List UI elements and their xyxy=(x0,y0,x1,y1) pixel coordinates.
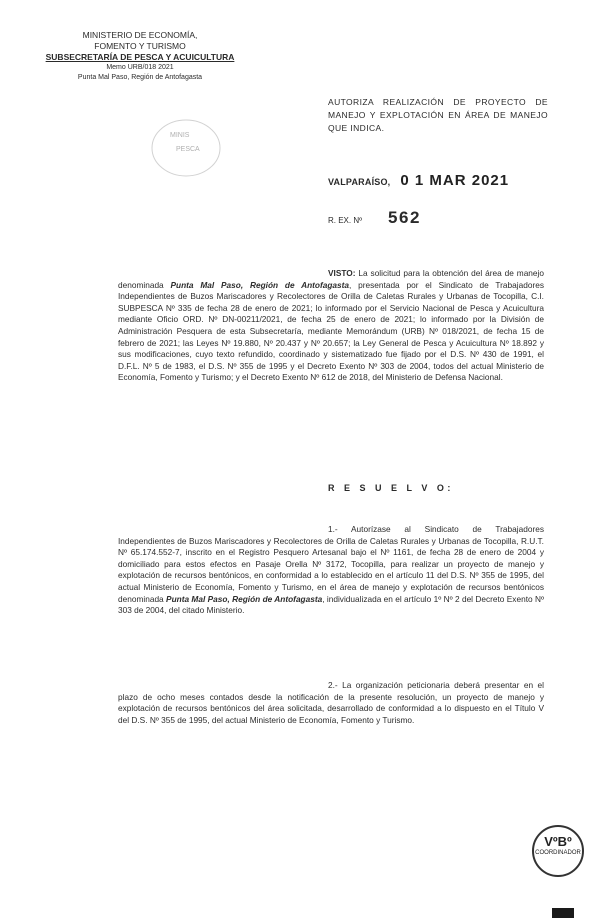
article-2-text: 2.- La organización peticionaria deberá presentar en el plazo de ocho meses contados desde la notificación de la presente resolución, un proyecto de manejo y explotación de recursos bentónicos del área solicitada, desarrollado de conformidad a lo dispuesto en el Título V del D.S. Nº 355 de 1995, del actual Ministerio de Economía, Fomento y Turismo. xyxy=(118,680,544,725)
visto-paragraph xyxy=(118,268,544,384)
article-1-text-b: , individualizada en el artículo 1º Nº 2 del Decreto Exento Nº 303 de 2004, del citado Ministerio. xyxy=(118,593,544,616)
resuelvo-heading: R E S U E L V O: xyxy=(328,483,454,493)
approval-stamp xyxy=(532,825,584,877)
visto-area-name: Punta Mal Paso, Región de Antofagasta xyxy=(170,279,350,290)
resolution-number: 562 xyxy=(388,208,421,227)
memo-reference: Memo URB/018 2021 xyxy=(106,64,174,71)
ministry-name: MINISTERIO DE ECONOMÍA, xyxy=(82,30,198,40)
date-place: VALPARAÍSO, xyxy=(328,177,391,187)
article-1-paragraph xyxy=(118,524,544,617)
seal-text-1: MINIS xyxy=(170,132,190,139)
date-value: 0 1 MAR 2021 xyxy=(400,172,510,189)
issuer-header xyxy=(40,30,240,83)
resolution-number-line xyxy=(328,208,421,228)
date-line xyxy=(328,172,548,189)
header-location: Punta Mal Paso, Región de Antofagasta xyxy=(77,74,203,81)
faded-seal xyxy=(150,118,222,178)
resolution-number-label: R. EX. Nº xyxy=(328,216,363,225)
article-1-area-name: Punta Mal Paso, Región de Antofagasta xyxy=(166,593,323,604)
undersecretariat-name: SUBSECRETARÍA DE PESCA Y ACUICULTURA xyxy=(45,52,235,62)
visto-text-b: , presentada por el Sindicato de Trabajadores Independientes de Buzos Mariscadores y Recolectores de Orilla de Caletas Rurales y Urbanas de Tocopilla, C.I. SUBPESCA Nº 335 de fecha 28 de enero de 2021; lo informado por el Servicio Nacional de Pesca y Acuicultura mediante Oficio ORD. Nº DN-00211/2021, de fecha 25 de enero de 2021; lo informado por la División de Administración Pesquera de esta Subsecretaría, mediante Memorándum (URB) Nº 018/2021, de fecha 15 de febrero de 2021; las Leyes Nº 19.880, Nº 20.437 y Nº 20.657; la Ley General de Pesca y Acuicultura Nº 18.892 y sus modificaciones, cuyo texto refundido, coordinado y sistematizado fue fijado por el D.S. Nº 430 de 1991, el D.F.L. Nº 5 de 1983, el D.S. Nº 355 de 1995 y el Decreto Exento Nº 303 de 2004, todos del actual Ministerio de Economía, Fomento y Turismo; y el Decreto Exento Nº 612 de 2018, del Ministerio de Defensa Nacional. xyxy=(118,279,544,383)
scan-corner-mark xyxy=(552,908,574,918)
visto-text-a: La solicitud para la obtención del área de manejo denominada xyxy=(118,268,544,290)
stamp-coordinator-text: COORDINADOR xyxy=(535,850,581,856)
article-1-text-a: 1.- Autorízase al Sindicato de Trabajadores Independientes de Buzos Mariscadores y Recolectores de Orilla de Caletas Rurales y Urbanas de Tocopilla, R.U.T. Nº 65.174.552-7, inscrito en el Registro Pesquero Artesanal bajo el Nº 1161, de fecha 28 de enero de 2004 y domiciliado para estos efectos en Pasaje Orella Nº 3172, Tocopilla, para realizar un proyecto de manejo y explotación de recursos bentónicos, en conformidad a lo establecido en el artículo 11 del D.S. Nº 355 de 1995, del actual Ministerio de Economía, Fomento y Turismo, en el área de manejo y explotación de recursos bentónicos denominada xyxy=(118,524,544,604)
stamp-vb-text: VºBº xyxy=(544,834,572,849)
ministry-name-2: FOMENTO Y TURISMO xyxy=(94,41,186,51)
seal-text-2: PESCA xyxy=(176,146,200,153)
visto-lead: VISTO: xyxy=(328,268,356,278)
resolution-subject: AUTORIZA REALIZACIÓN DE PROYECTO DE MANEJO Y EXPLOTACIÓN EN ÁREA DE MANEJO QUE INDICA. xyxy=(328,97,548,133)
article-2-paragraph xyxy=(118,680,544,726)
